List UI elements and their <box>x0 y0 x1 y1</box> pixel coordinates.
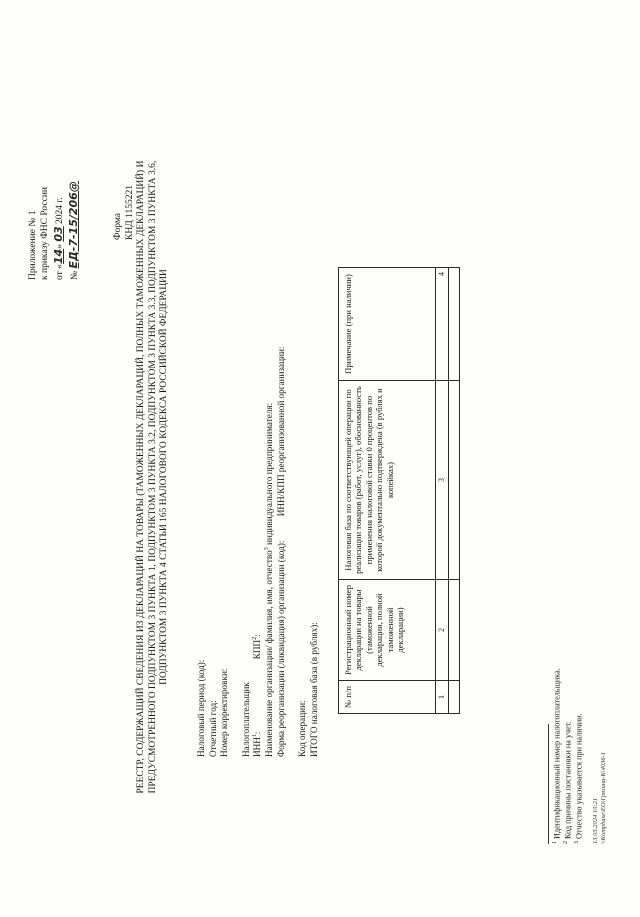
appendix-block <box>28 181 82 280</box>
number-prefix: № <box>69 270 80 280</box>
knd-code: КНД 1155221 <box>125 185 136 240</box>
table-cell-empty <box>448 580 459 681</box>
column-number-3: 3 <box>436 381 449 580</box>
appendix-line-2: к приказу ФНС России <box>39 187 50 280</box>
field-reorg-form: Форма реорганизации (ликвидация) организации (код): <box>275 540 286 757</box>
field-taxpayer: Налогоплательщик <box>240 682 251 757</box>
date-year: 2024 г. <box>54 197 65 224</box>
field-tax-period: Налоговый период (код): <box>196 659 206 757</box>
appendix-line-1: Приложение № 1 <box>28 210 38 280</box>
org-name-footnote-mark: 3 <box>264 547 271 551</box>
form-fields <box>196 347 320 757</box>
field-org-name: Наименование организации/ фамилия, имя, отчество <box>264 550 275 757</box>
field-operation-code: Код операции: <box>297 700 308 757</box>
column-number-2: 2 <box>436 580 449 681</box>
field-kpp: КПП$^2$: <box>252 634 263 660</box>
column-number-4: 4 <box>436 268 449 381</box>
table-cell-empty <box>448 268 459 381</box>
header-note: Примечание (при наличии) <box>339 268 436 381</box>
header-tax-base: Налоговая база по соответствующей операции по реализации товаров (работ, услуг), обоснованность применения налоговой ставки 0 процентов по которой документально подтверждена (в рублях и копейках) <box>339 381 436 580</box>
footnotes <box>552 668 586 844</box>
date-month-handwritten: 03 <box>51 226 65 242</box>
field-inn-kpp-line: ИНН$^1$: КПП$^2$: <box>252 634 263 757</box>
date-day-handwritten: 14 <box>51 248 65 265</box>
form-code-block <box>112 185 137 240</box>
appendix-number-line <box>67 181 82 280</box>
office-timestamp: 13.03.2024 10:21 <box>592 797 599 844</box>
table-cell-empty <box>448 381 459 580</box>
table-cell-empty <box>448 681 459 714</box>
order-number-handwritten: ЕД-7-15/206@ <box>66 181 80 269</box>
office-file-path: \\Kompbase\ЕО\Грязина-К\4036-1 <box>600 752 608 844</box>
date-prefix: от « <box>54 264 65 280</box>
field-correction-number: Номер корректировки: <box>219 668 230 757</box>
field-report-year: Отчетный год: <box>207 700 218 757</box>
footnote-2: $^2$ Код причины постановки на учет. <box>563 721 573 844</box>
date-mid: » <box>54 244 65 249</box>
footnote-divider <box>548 724 549 844</box>
field-org-name-tail: индивидуального предпринимателя: <box>264 402 275 548</box>
header-row-number: № п/п <box>339 681 436 714</box>
column-number-1: 1 <box>436 681 449 714</box>
appendix-date-line <box>52 181 67 280</box>
document-title: РЕЕСТР, СОДЕРЖАЩИЙ СВЕДЕНИЯ ИЗ ДЕКЛАРАЦИЙ НА ТОВАРЫ (ТАМОЖЕННЫХ ДЕКЛАРАЦИЙ, ПОЛНЫХ ТАМОЖЕННЫХ ДЕКЛАРАЦИЙ) И ПРЕДУСМОТРЕННОГО ПОДПУНКТОМ 3 ПУНКТА 1, ПОДПУНКТОМ 3 ПУНКТА 3.2, ПОДПУНКТОМ 3 ПУНКТА 3.3, ПОДПУНКТОМ 3 ПУНКТА 3.6, ПОДПУНКТОМ 3 ПУНКТА 4 СТАТЬИ 165 НАЛОГОВОГО КОДЕКСА РОССИЙСКОЙ ФЕДЕРАЦИИ <box>136 160 170 794</box>
field-reorg-line <box>276 347 288 757</box>
field-reorg-inn-kpp: ИНН/КПП реорганизованной организации: <box>275 346 286 517</box>
table-header-row <box>339 268 436 714</box>
header-declaration-number: Регистрационный номер декларации на товары (таможенной декларации, полной таможенной декларации) <box>339 580 436 681</box>
office-stamp <box>592 752 608 844</box>
field-inn: ИНН <box>252 737 263 757</box>
footnote-3: $^3$ Отчество указывается при наличии. <box>574 713 585 844</box>
inn-footnote-mark: 1 <box>252 734 259 738</box>
register-table <box>338 267 460 714</box>
table-column-numbers-row <box>436 268 449 714</box>
field-total-tax-base: ИТОГО налоговая база (в рублях): <box>308 622 319 757</box>
table-row <box>448 268 459 714</box>
form-label: Форма <box>113 212 123 240</box>
field-org-name-line <box>264 347 276 757</box>
footnote-1: $^1$ Идентификационный номер налогоплательщика. <box>552 668 562 844</box>
